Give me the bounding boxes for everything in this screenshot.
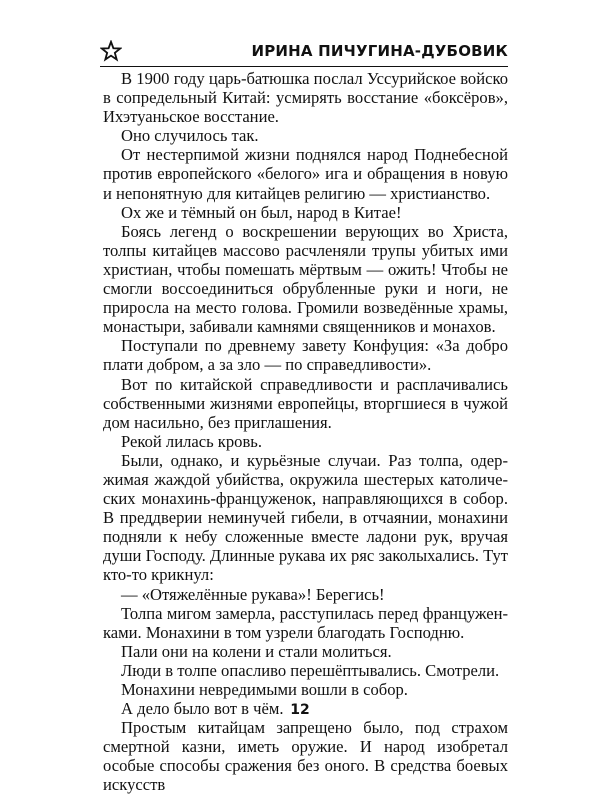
paragraph: А дело было вот в чём. [121, 699, 284, 719]
body-text [103, 69, 508, 795]
paragraph: Простым китайцам запрещено было, под страхом смертной казни, иметь оружие. И народ изобретал особые способы сражения без оного. В средства боевых искусств [103, 718, 508, 795]
paragraph: От нестерпимой жизни поднялся народ Поднебесной против европейского «белого» ига и обращения в новую и непонятную для китайцев религию — христианство. [103, 145, 508, 203]
running-header [100, 40, 508, 64]
page-number: 12 [290, 702, 310, 718]
paragraph: Боясь легенд о воскрешении верующих во Христа, толпы китайцев массово расчленяли трупы убитых ими христиан, чтобы помешать мёртвым — ожить! Чтобы не смогли воссоединиться обрубленные руки и ноги, не приросла на место голова. Громили возведённые храмы, монастыри, забивали камнями священников и монахов. [103, 221, 508, 337]
paragraph: Монахини невредимыми вошли в собор. [121, 680, 408, 699]
paragraph: Оно случилось так. [121, 126, 259, 146]
paragraph: Поступали по древнему завету Конфуция: «За добро плати добром, а за зло — по справедливости». [103, 336, 508, 375]
paragraph: Люди в толпе опасливо перешёптывались. Смотрели. [121, 660, 500, 680]
author-name: ИРИНА ПИЧУГИНА-ДУБОВИК [251, 42, 508, 60]
paragraph: Пали они на колени и стали молиться. [121, 641, 392, 661]
star-outline-icon [100, 40, 122, 62]
paragraph: Толпа мигом замерла, расступилась перед француженками. Монахини в том узрели благодать Господню. [103, 603, 508, 642]
paragraph: В 1900 году царь-батюшка послал Уссурийское войско в сопредельный Китай: усмирять восстание «боксёров», Ихэтуаньское восстание. [103, 69, 508, 127]
paragraph: — «Отяжелённые рукава»! Берегись! [121, 584, 385, 604]
header-rule [100, 66, 508, 67]
paragraph: Рекой лилась кровь. [121, 431, 263, 451]
paragraph: Ох же и тёмный он был, народ в Китае! [121, 202, 402, 222]
paragraph: Вот по китайской справедливости и расплачивались собственными жизнями европейцы, вторгшиеся в чужой дом насильно, без приглашения. [103, 374, 508, 432]
paragraph: Были, однако, и курьёзные случаи. Раз толпа, одержимая жаждой убийства, окружила шестерых католических монахинь-француженок, направляющихся в собор. В преддверии неминучей гибели, в отчаянии, монахини подняли к небу сложенные вместе ладони рук, вручая души Господу. Длинные рукава их ряс заколыхались. Тут кто-то крикнул: [103, 450, 508, 585]
